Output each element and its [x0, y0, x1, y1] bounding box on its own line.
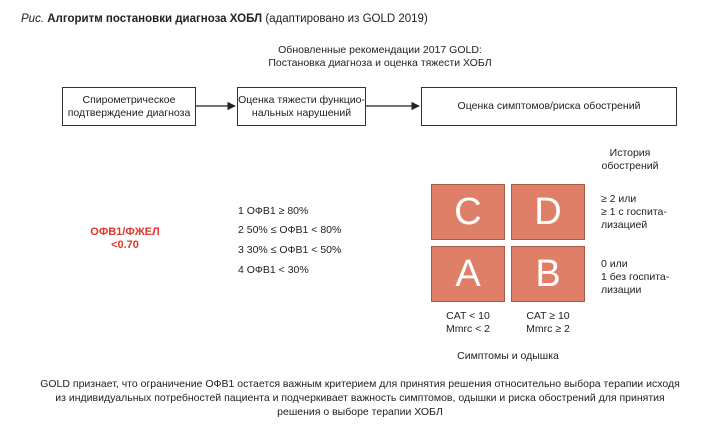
stage-3: 3 30% ≤ ОФВ1 < 50% [238, 244, 342, 256]
fev1-fvc-ratio [70, 226, 180, 252]
caption-title: Алгоритм постановки диагноза ХОБЛ [47, 13, 263, 25]
subtitle-line1: Обновленные рекомендации 2017 GOLD: [278, 44, 482, 56]
function-assessment-box [237, 87, 366, 126]
low-risk-line2: 1 без госпита- [601, 271, 670, 283]
box1-line1: Спирометрическое [82, 93, 176, 106]
cat-low-line2: Mmrc < 2 [445, 323, 491, 335]
caption-rest: (адаптировано из GOLD 2019) [262, 13, 428, 25]
stage-4: 4 ОФВ1 < 30% [238, 264, 309, 276]
high-risk-line3: лизацией [601, 219, 648, 231]
caption-prefix: Рис. [21, 13, 45, 25]
group-a-square: A [431, 246, 505, 302]
bottom-note-line2: из индивидуальных потребностей пациента и подчеркивает важность симптомов, одышки и риска обострений для принятия [55, 392, 665, 404]
cat-high-label [511, 310, 585, 336]
high-risk-line1: ≥ 2 или [601, 193, 637, 205]
box1-line2: подтверждение диагноза [67, 106, 191, 119]
ratio-line2: <0.70 [111, 239, 139, 251]
box2-line1: Оценка тяжести функцио- [238, 93, 365, 106]
group-b-square: B [511, 246, 585, 302]
subtitle-line2: Постановка диагноза и оценка тяжести ХОБЛ [268, 57, 492, 69]
high-risk-line2: ≥ 1 с госпита- [601, 206, 667, 218]
bottom-note-line3: решения о выборе терапии ХОБЛ [277, 406, 443, 418]
group-c-square: C [431, 184, 505, 240]
high-risk-label [601, 193, 667, 232]
cat-high-line2: Mmrc ≥ 2 [526, 323, 570, 335]
symptoms-risk-box [421, 87, 677, 126]
exacerbation-history-label [600, 147, 660, 173]
box3-line1: Оценка симптомов/риска обострений [457, 100, 641, 112]
cat-low-line1: CAT < 10 [446, 310, 490, 322]
ratio-line1: ОФВ1/ФЖЕЛ [90, 226, 160, 238]
low-risk-label [601, 258, 669, 297]
group-d-square: D [511, 184, 585, 240]
low-risk-line3: лизации [601, 284, 642, 296]
bottom-note-line1: GOLD признает, что ограничение ОФВ1 остается важным критерием для принятия решения относительно выбора терапии исходя [40, 378, 680, 390]
stage-1: 1 ОФВ1 ≥ 80% [238, 205, 309, 217]
stage-2: 2 50% ≤ ОФВ1 < 80% [238, 224, 342, 236]
bottom-note [30, 377, 690, 419]
symptoms-axis-label: Симптомы и одышка [457, 350, 559, 362]
history-line2: обострений [601, 160, 659, 172]
cat-low-label [431, 310, 505, 336]
low-risk-line1: 0 или [601, 258, 628, 270]
spirometry-box [62, 87, 196, 126]
history-line1: История [609, 147, 651, 159]
cat-high-line1: CAT ≥ 10 [526, 310, 570, 322]
box2-line2: нальных нарушений [251, 106, 352, 119]
